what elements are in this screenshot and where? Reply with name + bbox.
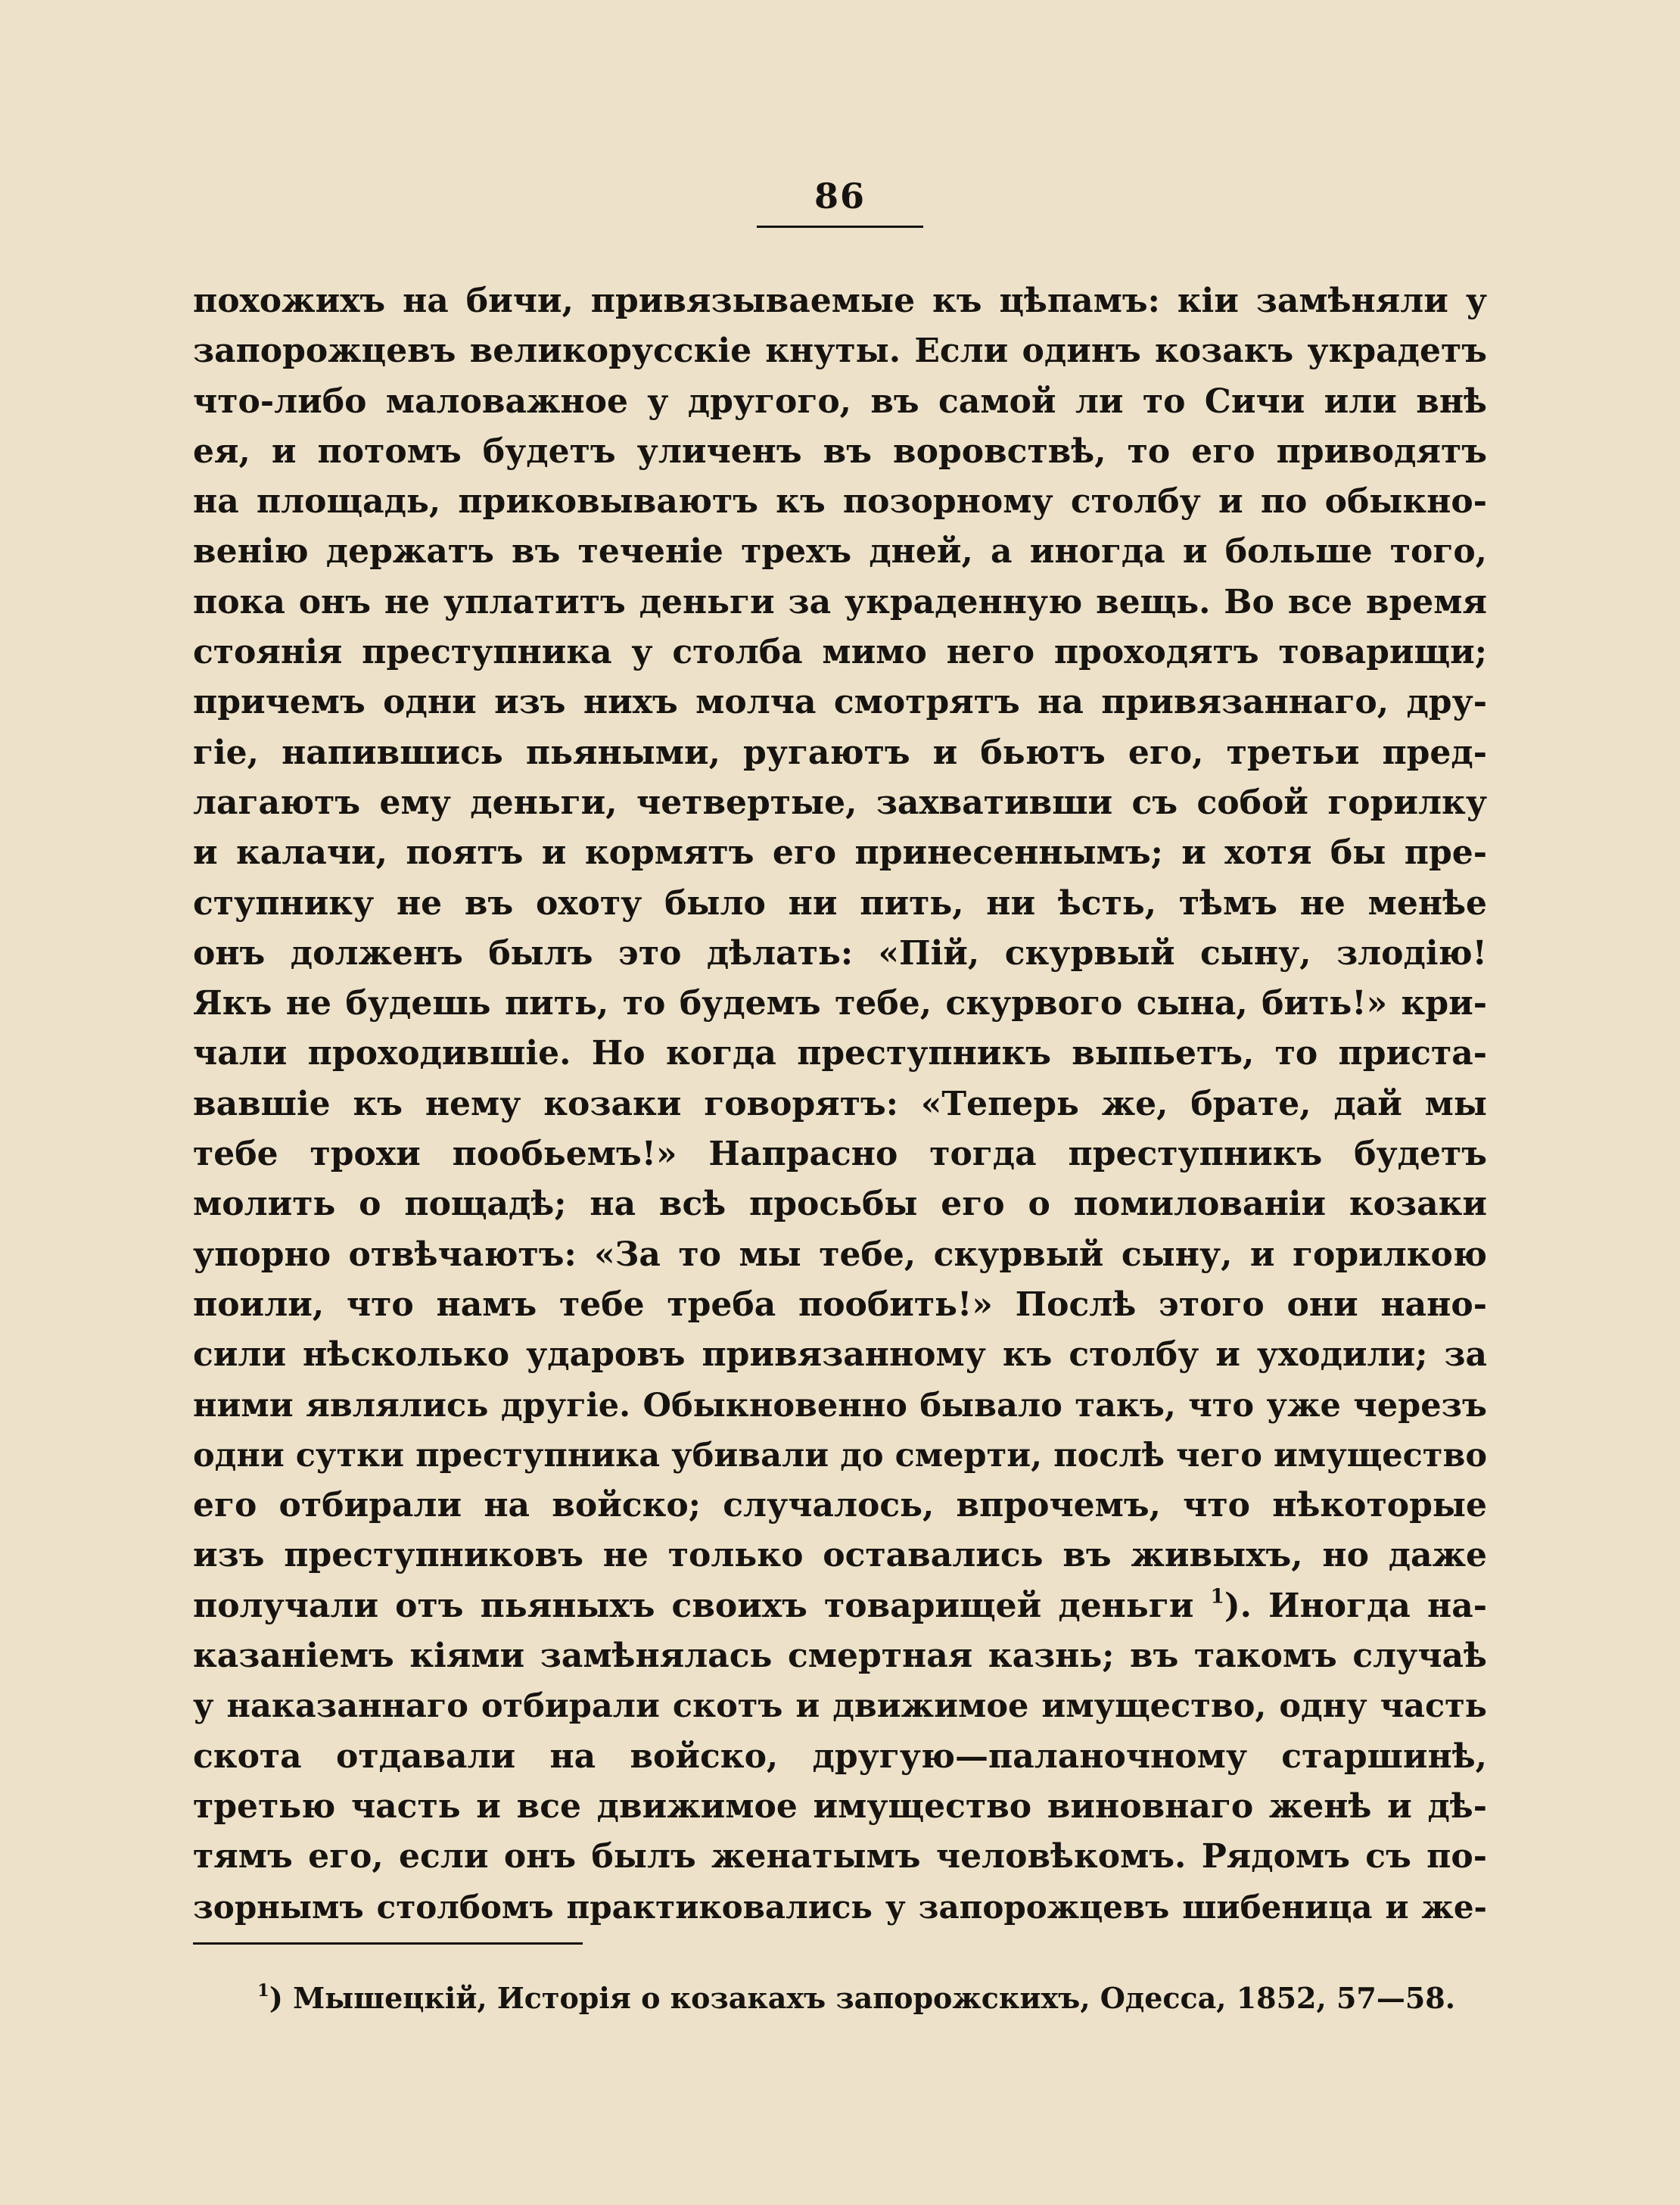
text-line: ея, и потомъ будетъ уличенъ въ воровствѣ, то его приводятъ (193, 431, 1487, 471)
text-line-with-footnote-ref (193, 1581, 1487, 1631)
text-line: ступнику не въ охоту было ни пить, ни ѣсть, тѣмъ не менѣе (193, 883, 1487, 923)
page-number: 86 (814, 176, 866, 216)
text-line: онъ долженъ былъ это дѣлать: «Пій, скурвый сыну, злодію! (193, 933, 1487, 973)
footnote-text: ) Мышецкій, Исторія о козакахъ запорожскихъ, Одесса, 1852, 57—58. (269, 1981, 1455, 2015)
text-line: казаніемъ кіями замѣнялась смертная казнь; въ такомъ случаѣ (193, 1637, 1487, 1676)
text-line: Якъ не будешь пить, то будемъ тебе, скурвого сына, бить!» кри- (193, 984, 1487, 1023)
text-line: сили нѣсколько ударовъ привязанному къ столбу и уходили; за (193, 1335, 1487, 1375)
text-line: его отбирали на войско; случалось, впрочемъ, что нѣкоторые (193, 1486, 1487, 1525)
text-line: стоянія преступника у столба мимо него проходятъ товарищи; (193, 633, 1487, 672)
text-line: пока онъ не уплатитъ деньги за украденную вещь. Во все время (193, 582, 1487, 621)
text-line: на площадь, приковываютъ къ позорному столбу и по обыкно- (193, 482, 1487, 522)
text-line: ними являлись другіе. Обыкновенно бывало такъ, что уже черезъ (193, 1386, 1487, 1425)
text-line: что-либо маловажное у другого, въ самой ли то Сичи или внѣ (193, 382, 1487, 421)
text-line: лагаютъ ему деньги, четвертые, захвативши съ собой горилку (193, 783, 1487, 822)
text-line: поили, что намъ тебе треба пообить!» Послѣ этого они нано- (193, 1285, 1487, 1324)
text-segment: получали отъ пьяныхъ своихъ товарищей деньги (193, 1586, 1194, 1625)
footnote-reference[interactable]: 1 (1210, 1584, 1224, 1609)
text-line: вавшіе къ нему козаки говорятъ: «Теперь же, брате, дай мы (193, 1084, 1487, 1123)
footnote-marker: 1 (257, 1981, 269, 2001)
header-rule (757, 226, 923, 228)
text-line: одни сутки преступника убивали до смерти, послѣ чего имущество (193, 1436, 1487, 1475)
text-line: у наказаннаго отбирали скотъ и движимое имущество, одну часть (193, 1687, 1487, 1726)
text-line: скота отдавали на войско, другую—паланочному старшинѣ, (193, 1736, 1487, 1776)
text-line: чали проходившіе. Но когда преступникъ выпьетъ, то приста- (193, 1034, 1487, 1073)
text-segment: ). Иногда на- (1224, 1586, 1487, 1625)
body-text (193, 276, 1487, 1932)
text-line: запорожцевъ великорусскіе кнуты. Если одинъ козакъ украдетъ (193, 332, 1487, 371)
text-line: зорнымъ столбомъ практиковались у запорожцевъ шибеница и же- (193, 1888, 1487, 1926)
text-line: изъ преступниковъ не только оставались въ живыхъ, но даже (193, 1536, 1487, 1575)
text-line: похожихъ на бичи, привязываемые къ цѣпамъ: кіи замѣняли у (193, 282, 1487, 320)
footnote-rule (193, 1942, 583, 1945)
text-line: упорно отвѣчаютъ: «За то мы тебе, скурвый сыну, и горилкою (193, 1235, 1487, 1274)
text-line: третью часть и все движимое имущество виновнаго женѣ и дѣ- (193, 1786, 1487, 1826)
text-line: тебе трохи пообьемъ!» Напрасно тогда преступникъ будетъ (193, 1135, 1487, 1174)
footnote (257, 1977, 1487, 2020)
text-line: тямъ его, если онъ былъ женатымъ человѣкомъ. Рядомъ съ по- (193, 1837, 1487, 1876)
text-line: причемъ одни изъ нихъ молча смотрятъ на привязаннаго, дру- (193, 683, 1487, 722)
text-line: молить о пощадѣ; на всѣ просьбы его о помилованіи козаки (193, 1185, 1487, 1224)
text-line: и калачи, поятъ и кормятъ его принесеннымъ; и хотя бы пре- (193, 833, 1487, 873)
text-line: гіе, напившись пьяными, ругаютъ и бьютъ его, третьи пред- (193, 733, 1487, 772)
text-line: венію держатъ въ теченіе трехъ дней, а иногда и больше того, (193, 532, 1487, 571)
